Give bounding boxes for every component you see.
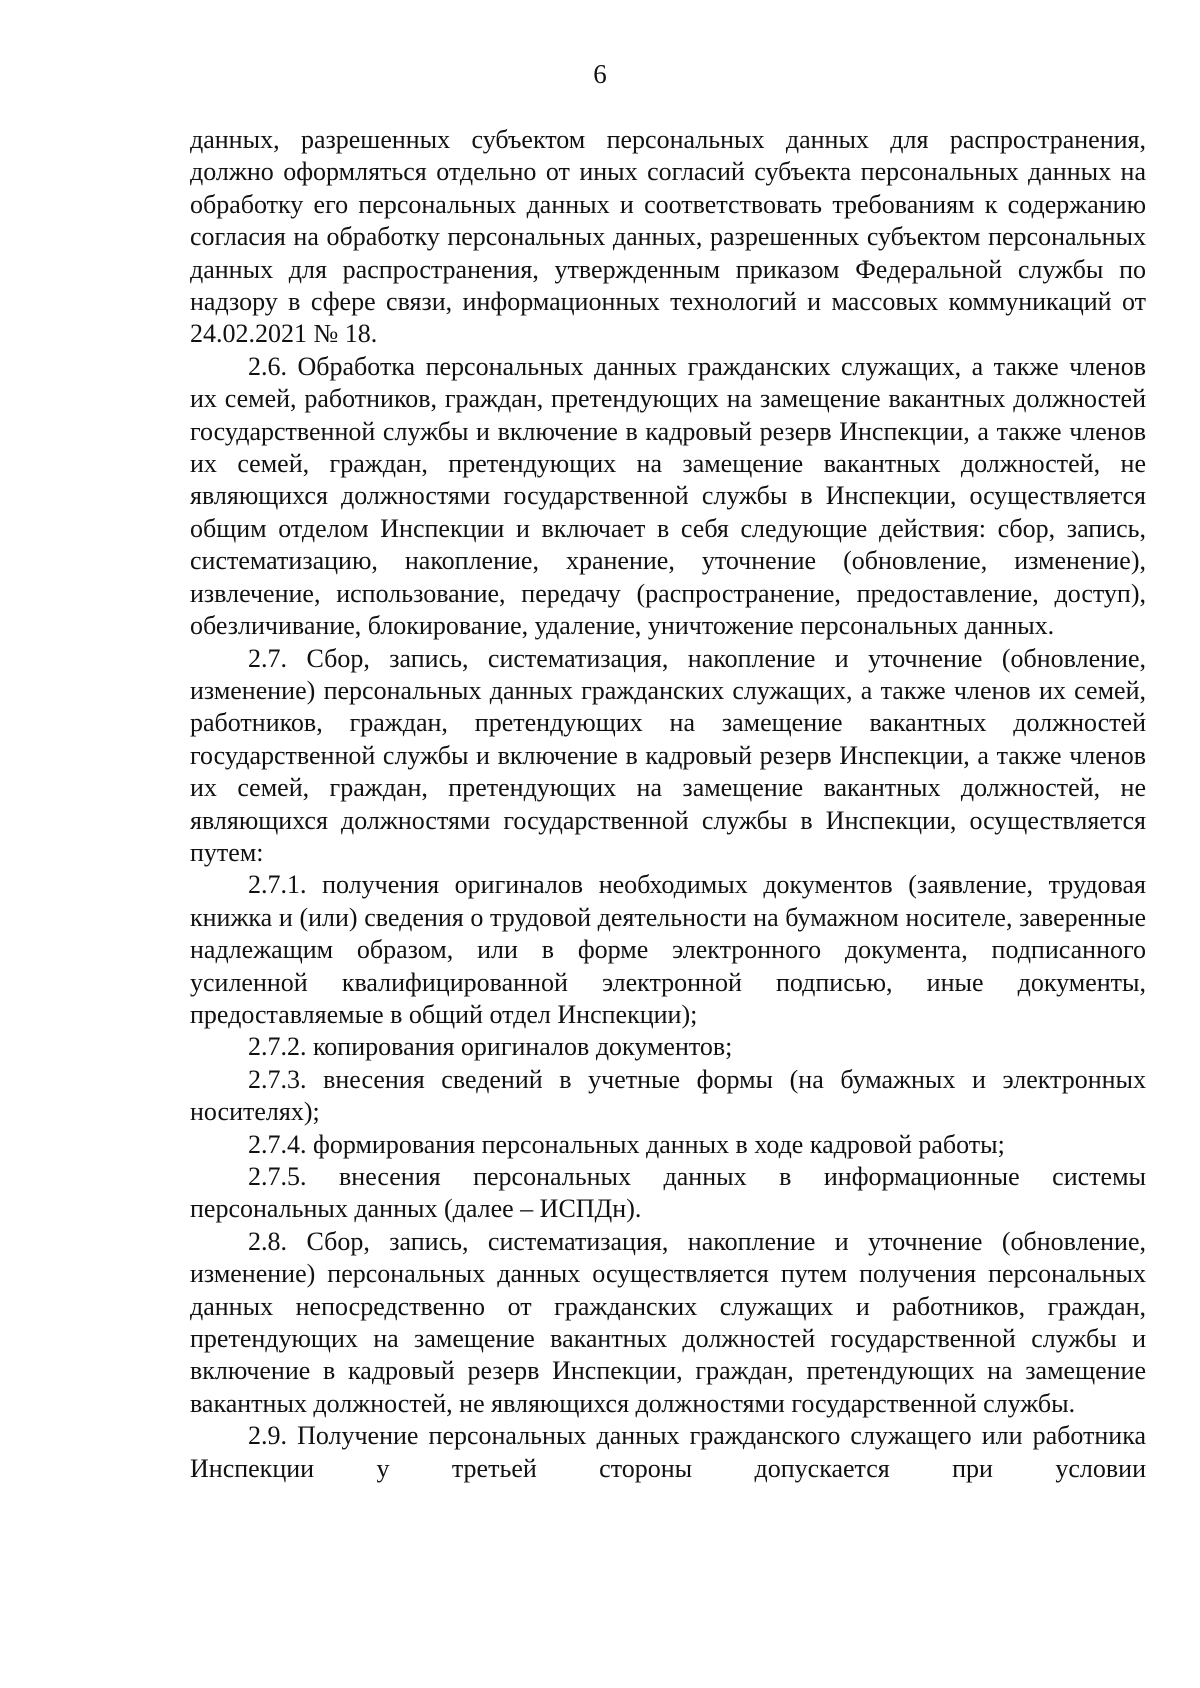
paragraph-2-7-3: 2.7.3. внесения сведений в учетные формы (на бумажных и электронных носителях); [190, 1064, 1146, 1127]
paragraph-2-9: 2.9. Получение персональных данных гражданского служащего или работника Инспекции у третьей стороны допускается при условии [190, 1421, 1146, 1483]
paragraph-2-7-4: 2.7.4. формирования персональных данных в ходе кадровой работы; [248, 1129, 1005, 1159]
document-body [190, 124, 1146, 1485]
paragraph-2-7: 2.7. Сбор, запись, систематизация, накопление и уточнение (обновление, изменение) персональных данных гражданских служащих, а также членов их семей, работников, граждан, претендующих на замещение вакантных должностей государственной службы и включение в кадровый резерв Инспекции, а также членов их семей, граждан, претендующих на замещение вакантных должностей, не являющихся должностями государственной службы в Инспекции, осуществляется путем: [190, 643, 1146, 867]
paragraph-2-6: 2.6. Обработка персональных данных гражданских служащих, а также членов их семей, работников, граждан, претендующих на замещение вакантных должностей государственной службы и включение в кадровый резерв Инспекции, а также членов их семей, граждан, претендующих на замещение вакантных должностей, не являющихся должностями государственной службы в Инспекции, осуществляется общим отделом Инспекции и включает в себя следующие действия: сбор, запись, систематизацию, накопление, хранение, уточнение (обновление, изменение), извлечение, использование, передачу (распространение, предоставление, доступ), обезличивание, блокирование, удаление, уничтожение персональных данных. [190, 351, 1146, 641]
paragraph-2-8: 2.8. Сбор, запись, систематизация, накопление и уточнение (обновление, изменение) персональных данных осуществляется путем получения персональных данных непосредственно от гражданских служащих и работников, граждан, претендующих на замещение вакантных должностей государственной службы и включение в кадровый резерв Инспекции, граждан, претендующих на замещение вакантных должностей, не являющихся должностями государственной службы. [190, 1226, 1146, 1418]
paragraph-2-7-2: 2.7.2. копирования оригиналов документов; [248, 1032, 733, 1062]
paragraph-2-7-5: 2.7.5. внесения персональных данных в информационные системы персональных данных (далее – ИСПДн). [190, 1162, 1146, 1224]
paragraph-continuation: данных, разрешенных субъектом персональных данных для распространения, должно оформляться отдельно от иных согласий субъекта персональных данных на обработку его персональных данных и соответствовать требованиям к содержанию согласия на обработку персональных данных, разрешенных субъектом персональных данных для распространения, утвержденным приказом Федеральной службы по надзору в сфере связи, информационных технологий и массовых коммуникаций от 24.02.2021 № 18. [190, 125, 1146, 349]
paragraph-2-7-1: 2.7.1. получения оригиналов необходимых документов (заявление, трудовая книжка и (или) сведения о трудовой деятельности на бумажном носителе, заверенные надлежащим образом, или в форме электронного документа, подписанного усиленной квалифицированной электронной подписью, иные документы, предоставляемые в общий отдел Инспекции); [190, 870, 1146, 1029]
page-number: 6 [593, 59, 607, 89]
